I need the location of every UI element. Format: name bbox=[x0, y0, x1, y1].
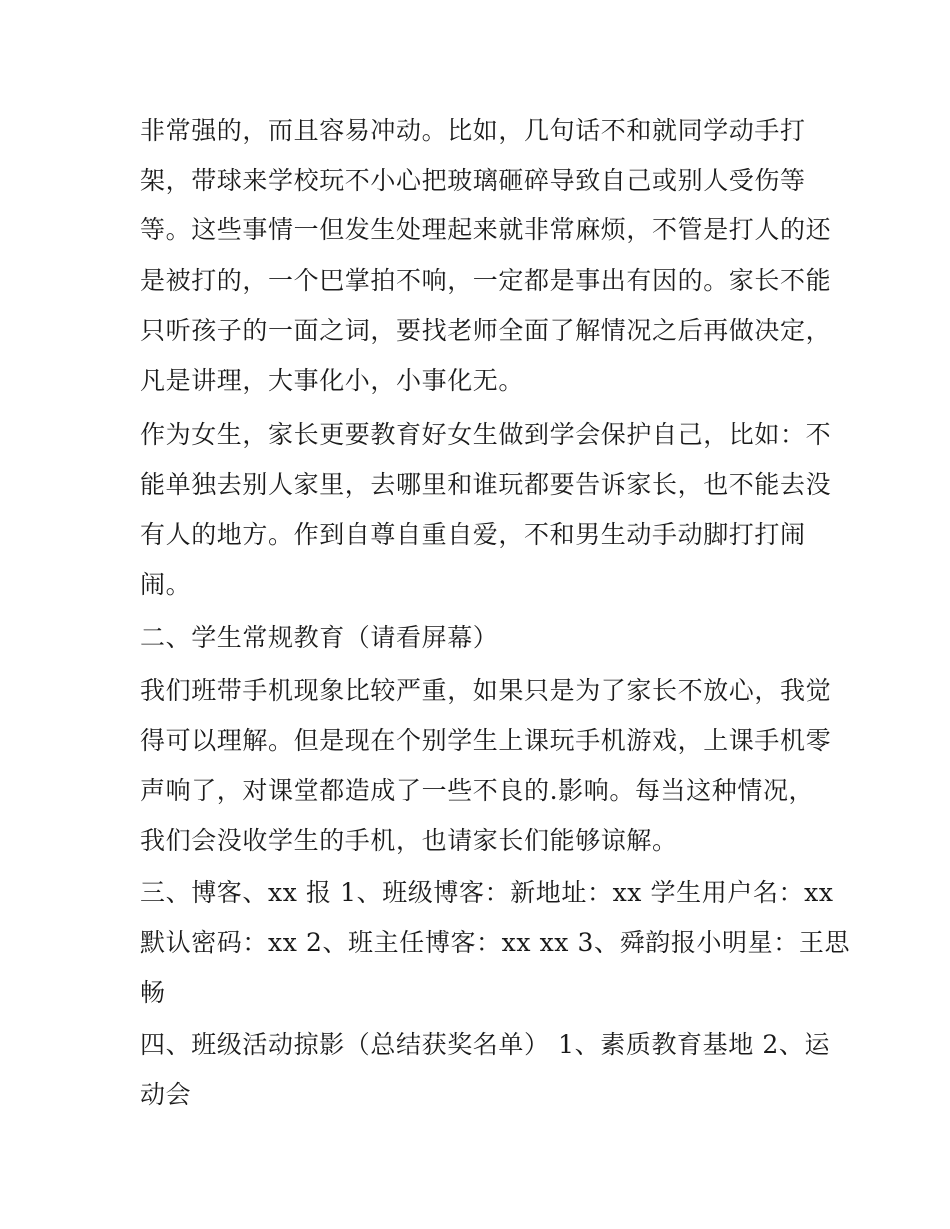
text-line: 得可以理解。但是现在个别学生上课玩手机游戏，上课手机零 bbox=[140, 726, 832, 755]
text-line: 动会 bbox=[140, 1080, 192, 1109]
text-line: 架，带球来学校玩不小心把玻璃砸碎导致自己或别人受伤等 bbox=[140, 166, 806, 195]
text-line: 闹。 bbox=[140, 570, 192, 599]
text-line: 能单独去别人家里，去哪里和谁玩都要告诉家长，也不能去没 bbox=[140, 470, 832, 499]
text-line: 默认密码：xx 2、班主任博客：xx xx 3、舜韵报小明星：王思 bbox=[140, 928, 851, 957]
text-line: 畅 bbox=[140, 978, 166, 1007]
text-line: 三、博客、xx 报 1、班级博客：新地址：xx 学生用户名：xx bbox=[140, 878, 834, 907]
section-heading: 二、学生常规教育（请看屏幕） bbox=[140, 623, 499, 652]
text-line: 四、班级活动掠影（总结获奖名单） 1、素质教育基地 2、运 bbox=[140, 1030, 831, 1059]
text-line: 有人的地方。作到自尊自重自爱，不和男生动手动脚打打闹 bbox=[140, 520, 806, 549]
text-line: 是被打的，一个巴掌拍不响，一定都是事出有因的。家长不能 bbox=[140, 266, 832, 295]
text-line: 等。这些事情一但发生处理起来就非常麻烦，不管是打人的还 bbox=[140, 215, 832, 244]
text-line: 我们会没收学生的手机，也请家长们能够谅解。 bbox=[140, 826, 678, 855]
text-line: 非常强的，而且容易冲动。比如，几句话不和就同学动手打 bbox=[140, 116, 806, 145]
text-line: 凡是讲理，大事化小，小事化无。 bbox=[140, 366, 525, 395]
text-line: 声响了，对课堂都造成了一些不良的.影响。每当这种情况， bbox=[140, 776, 815, 805]
text-line: 我们班带手机现象比较严重，如果只是为了家长不放心，我觉 bbox=[140, 676, 832, 705]
text-line: 作为女生，家长更要教育好女生做到学会保护自己，比如：不 bbox=[140, 420, 832, 449]
text-line: 只听孩子的一面之词，要找老师全面了解情况之后再做决定， bbox=[140, 316, 832, 345]
